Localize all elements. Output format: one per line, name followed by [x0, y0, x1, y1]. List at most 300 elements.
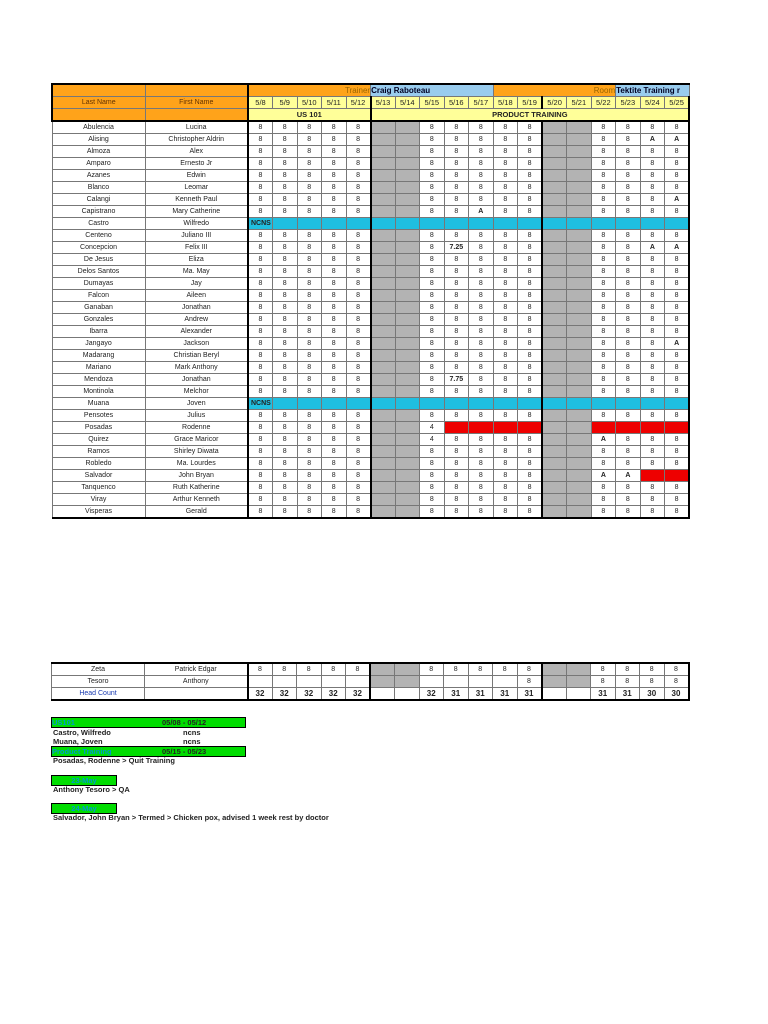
hours-cell: 8	[469, 470, 494, 482]
hours-cell	[567, 302, 592, 314]
trainer-name: Craig Raboteau	[371, 84, 494, 97]
head-count-cell	[370, 688, 395, 701]
hours-cell: 8	[616, 230, 641, 242]
hours-cell: 8	[665, 350, 690, 362]
hours-cell	[542, 422, 567, 434]
hours-cell: 8	[346, 362, 371, 374]
hours-cell: 8	[444, 482, 469, 494]
hours-cell: 8	[591, 663, 616, 676]
last-name-cell: Viray	[52, 494, 145, 506]
hours-cell	[395, 446, 420, 458]
hours-cell: 8	[665, 482, 690, 494]
head-count-cell: 32	[419, 688, 444, 701]
hours-cell: 8	[665, 494, 690, 506]
hours-cell: 8	[322, 266, 347, 278]
hours-cell: 8	[297, 121, 322, 134]
hours-cell: 8	[346, 482, 371, 494]
hours-cell: 8	[248, 266, 273, 278]
hours-cell	[395, 410, 420, 422]
hours-cell: 8	[518, 146, 543, 158]
hours-cell	[567, 206, 592, 218]
hours-cell	[395, 470, 420, 482]
hours-cell: 8	[518, 266, 543, 278]
head-count-cell: 32	[272, 688, 297, 701]
last-name-cell: Calangi	[52, 194, 145, 206]
hours-cell: 8	[518, 278, 543, 290]
ncns-cell	[469, 398, 494, 410]
header-blank	[52, 84, 145, 97]
table-row	[52, 434, 689, 446]
hours-cell: 8	[273, 422, 298, 434]
ncns-cell	[346, 218, 371, 230]
first-name-cell: Wilfredo	[145, 218, 248, 230]
hours-cell: 8	[518, 338, 543, 350]
hours-cell: 8	[665, 254, 690, 266]
table-row	[52, 362, 689, 374]
hours-cell	[371, 482, 396, 494]
hours-cell	[395, 170, 420, 182]
date-header: 5/14	[395, 97, 420, 109]
hours-cell	[444, 422, 469, 434]
head-count-cell: 32	[248, 688, 273, 701]
ncns-cell	[665, 218, 690, 230]
last-name-cell: Jangayo	[52, 338, 145, 350]
hours-cell: 8	[665, 121, 690, 134]
hours-cell	[371, 422, 396, 434]
hours-cell: 8	[591, 170, 616, 182]
hours-cell: 8	[322, 158, 347, 170]
hours-cell: 8	[591, 302, 616, 314]
hours-cell	[567, 386, 592, 398]
hours-cell: 8	[273, 470, 298, 482]
ncns-cell	[591, 398, 616, 410]
hours-cell: 8	[273, 230, 298, 242]
hours-cell	[567, 194, 592, 206]
last-name-cell: Pensotes	[52, 410, 145, 422]
hours-cell: 8	[518, 134, 543, 146]
hours-cell: 8	[518, 314, 543, 326]
hours-cell: 8	[273, 302, 298, 314]
hours-cell: 8	[444, 182, 469, 194]
hours-cell: 8	[616, 446, 641, 458]
table-row	[52, 410, 689, 422]
hours-cell: 8	[518, 386, 543, 398]
table-row	[52, 422, 689, 434]
last-name-cell: Tesoro	[52, 676, 145, 688]
hours-cell: 8	[420, 350, 445, 362]
hours-cell: 8	[616, 482, 641, 494]
ncns-cell	[518, 398, 543, 410]
last-name-cell: Alising	[52, 134, 145, 146]
hours-cell: 8	[248, 326, 273, 338]
hours-cell: 8	[493, 134, 518, 146]
hours-cell	[493, 676, 518, 688]
first-name-cell: Melchor	[145, 386, 248, 398]
ncns-cell	[518, 218, 543, 230]
date-header: 5/24	[640, 97, 665, 109]
hours-cell: 8	[322, 134, 347, 146]
hours-cell: 8	[322, 206, 347, 218]
hours-cell: 8	[297, 350, 322, 362]
date-header: 5/17	[469, 97, 494, 109]
hours-cell	[567, 470, 592, 482]
hours-cell: 8	[665, 266, 690, 278]
hours-cell: 8	[591, 350, 616, 362]
hours-cell: 8	[444, 362, 469, 374]
hours-cell: 8	[640, 146, 665, 158]
last-name-cell: Concepcion	[52, 242, 145, 254]
first-name-cell: Shirley Diwata	[145, 446, 248, 458]
hours-cell	[371, 338, 396, 350]
ncns-cell	[322, 398, 347, 410]
hours-cell: 8	[420, 121, 445, 134]
ncns-cell	[322, 218, 347, 230]
hours-cell: 8	[297, 386, 322, 398]
hours-cell: 8	[616, 350, 641, 362]
hours-cell: 8	[273, 158, 298, 170]
course-blank	[52, 109, 145, 122]
hours-cell	[371, 494, 396, 506]
hours-cell: 8	[616, 302, 641, 314]
hours-cell: 8	[665, 386, 690, 398]
hours-cell: 8	[640, 206, 665, 218]
hours-cell: 8	[322, 314, 347, 326]
hours-cell: 8	[346, 158, 371, 170]
hours-cell: 8	[248, 338, 273, 350]
hours-cell: 8	[322, 482, 347, 494]
last-name-cell: Abulencia	[52, 121, 145, 134]
hours-cell: 8	[273, 494, 298, 506]
hours-cell	[371, 242, 396, 254]
hours-cell: 8	[297, 158, 322, 170]
hours-cell: 8	[248, 242, 273, 254]
hours-cell: 8	[346, 386, 371, 398]
hours-cell: 8	[322, 374, 347, 386]
bar-label: US101	[52, 718, 75, 727]
hours-cell: A	[665, 194, 690, 206]
hours-cell	[567, 278, 592, 290]
date-header: 5/25	[665, 97, 690, 109]
hours-cell: 8	[346, 170, 371, 182]
hours-cell: 8	[273, 194, 298, 206]
hours-cell: 8	[420, 146, 445, 158]
first-name-cell: Julius	[145, 410, 248, 422]
ncns-cell	[371, 218, 396, 230]
hours-cell: 8	[444, 278, 469, 290]
hours-cell	[567, 230, 592, 242]
table-row	[52, 663, 689, 676]
first-name-cell: Jonathan	[145, 374, 248, 386]
ncns-cell	[444, 398, 469, 410]
hours-cell: 8	[591, 482, 616, 494]
hours-cell: 8	[322, 290, 347, 302]
hours-cell: 8	[444, 386, 469, 398]
hours-cell: 8	[297, 506, 322, 519]
ncns-cell	[346, 398, 371, 410]
hours-cell	[567, 326, 592, 338]
hours-cell	[272, 676, 297, 688]
date-header: 5/15	[420, 97, 445, 109]
hours-cell	[371, 266, 396, 278]
last-name-cell: Ganaban	[52, 302, 145, 314]
table-row	[52, 350, 689, 362]
hours-cell: 8	[273, 254, 298, 266]
first-name-cell: Felix III	[145, 242, 248, 254]
hours-cell: 8	[616, 206, 641, 218]
hours-cell: 8	[444, 410, 469, 422]
ncns-cell	[371, 398, 396, 410]
hours-cell	[591, 422, 616, 434]
last-name-cell: Azanes	[52, 170, 145, 182]
hours-cell: 8	[322, 410, 347, 422]
hours-cell: 8	[346, 374, 371, 386]
hours-cell: 8	[248, 206, 273, 218]
first-name-cell: Christian Beryl	[145, 350, 248, 362]
hours-cell: 8	[273, 266, 298, 278]
hours-cell: 8	[591, 374, 616, 386]
hours-cell: 8	[444, 338, 469, 350]
hours-cell	[371, 121, 396, 134]
hours-cell	[395, 362, 420, 374]
hours-cell: 8	[493, 458, 518, 470]
last-name-cell: Capistrano	[52, 206, 145, 218]
hours-cell: 8	[518, 434, 543, 446]
hours-cell	[542, 350, 567, 362]
hours-cell	[395, 458, 420, 470]
last-name-cell: Gonzales	[52, 314, 145, 326]
hours-cell: 8	[493, 494, 518, 506]
hours-cell: 8	[640, 362, 665, 374]
hours-cell: 8	[493, 446, 518, 458]
hours-cell	[371, 506, 396, 519]
hours-cell	[567, 350, 592, 362]
hours-cell: 8	[273, 146, 298, 158]
hours-cell: 8	[248, 134, 273, 146]
hours-cell	[444, 676, 469, 688]
head-count-blank	[145, 688, 248, 701]
hours-cell	[567, 314, 592, 326]
hours-cell	[567, 170, 592, 182]
hours-cell: 8	[322, 242, 347, 254]
bar-dates: 05/15 - 05/23	[162, 747, 207, 756]
hours-cell	[371, 278, 396, 290]
hours-cell: 8	[346, 314, 371, 326]
ncns-cell	[616, 398, 641, 410]
ncns-cell	[297, 218, 322, 230]
hours-cell: 8	[468, 663, 493, 676]
table-row	[52, 470, 689, 482]
hours-cell: 8	[420, 506, 445, 519]
table-row	[52, 386, 689, 398]
ncns-cell	[273, 218, 298, 230]
date-header: 5/13	[371, 97, 396, 109]
hours-cell	[542, 266, 567, 278]
first-name-cell: Anthony	[145, 676, 248, 688]
hours-cell: 8	[273, 410, 298, 422]
hours-cell: 8	[518, 350, 543, 362]
first-name-cell: Ma. Lourdes	[145, 458, 248, 470]
hours-cell: 8	[248, 434, 273, 446]
hours-cell: 8	[346, 266, 371, 278]
hours-cell	[395, 266, 420, 278]
hours-cell: 8	[493, 254, 518, 266]
hours-cell	[297, 676, 322, 688]
hours-cell: 8	[420, 314, 445, 326]
hours-cell: 7.75	[444, 374, 469, 386]
hours-cell: 8	[420, 266, 445, 278]
hours-cell: 8	[346, 242, 371, 254]
first-name-cell: Aileen	[145, 290, 248, 302]
hours-cell: A	[640, 134, 665, 146]
last-name-cell: Ramos	[52, 446, 145, 458]
hours-cell	[567, 146, 592, 158]
note-castro	[53, 728, 111, 737]
hours-cell: 8	[640, 482, 665, 494]
hours-cell: 8	[297, 482, 322, 494]
last-name-cell: Zeta	[52, 663, 145, 676]
hours-cell: 8	[273, 482, 298, 494]
ncns-cell	[420, 398, 445, 410]
table-row	[52, 266, 689, 278]
hours-cell: 8	[322, 422, 347, 434]
hours-cell: 8	[493, 362, 518, 374]
hours-cell: 8	[420, 446, 445, 458]
hours-cell: 8	[273, 506, 298, 519]
hours-cell	[567, 458, 592, 470]
first-name-header: First Name	[145, 97, 248, 109]
hours-cell: 8	[469, 278, 494, 290]
ncns-cell	[493, 218, 518, 230]
hours-cell	[395, 338, 420, 350]
hours-cell: 8	[616, 242, 641, 254]
hours-cell	[542, 121, 567, 134]
hours-cell: 8	[248, 158, 273, 170]
hours-cell: 8	[469, 362, 494, 374]
hours-cell: 8	[444, 446, 469, 458]
hours-cell: 8	[665, 314, 690, 326]
first-name-cell: Joven	[145, 398, 248, 410]
hours-cell	[542, 676, 567, 688]
hours-cell	[542, 170, 567, 182]
hours-cell: 8	[248, 374, 273, 386]
hours-cell	[542, 446, 567, 458]
table-row	[52, 206, 689, 218]
table-row	[52, 290, 689, 302]
hours-cell: 8	[518, 326, 543, 338]
hours-cell	[395, 506, 420, 519]
last-name-cell: Muana	[52, 398, 145, 410]
hours-cell	[395, 326, 420, 338]
last-name-cell: Delos Santos	[52, 266, 145, 278]
hours-cell: 8	[640, 676, 665, 688]
hours-cell: 8	[518, 506, 543, 519]
hours-cell	[371, 206, 396, 218]
table-row	[52, 326, 689, 338]
hours-cell	[371, 302, 396, 314]
hours-cell	[395, 146, 420, 158]
hours-cell: 8	[640, 326, 665, 338]
date-header: 5/21	[567, 97, 592, 109]
hours-cell: 8	[322, 350, 347, 362]
hours-cell: 8	[640, 494, 665, 506]
hours-cell: 8	[640, 386, 665, 398]
hours-cell	[371, 350, 396, 362]
hours-cell: 8	[665, 290, 690, 302]
hours-cell: 8	[297, 338, 322, 350]
hours-cell: 8	[420, 326, 445, 338]
hours-cell: 8	[420, 302, 445, 314]
hours-cell: 8	[297, 230, 322, 242]
hours-cell: 8	[591, 242, 616, 254]
hours-cell: 8	[346, 350, 371, 362]
hours-cell	[567, 290, 592, 302]
hours-cell: 8	[591, 254, 616, 266]
first-name-cell: Jackson	[145, 338, 248, 350]
last-name-cell: Salvador	[52, 470, 145, 482]
hours-cell: 8	[665, 158, 690, 170]
hours-cell: 8	[346, 278, 371, 290]
hours-cell: 8	[616, 314, 641, 326]
hours-cell: 8	[469, 302, 494, 314]
hours-cell: 8	[297, 194, 322, 206]
hours-cell	[567, 494, 592, 506]
hours-cell: 8	[591, 182, 616, 194]
hours-cell	[395, 386, 420, 398]
table-row	[52, 218, 689, 230]
hours-cell	[395, 230, 420, 242]
hours-cell: 8	[665, 278, 690, 290]
lower-table	[51, 662, 690, 701]
table-row	[52, 446, 689, 458]
hours-cell	[567, 422, 592, 434]
hours-cell	[567, 506, 592, 519]
hours-cell	[542, 338, 567, 350]
hours-cell: 8	[493, 146, 518, 158]
hours-cell	[542, 434, 567, 446]
head-count-cell	[395, 688, 420, 701]
hours-cell	[567, 446, 592, 458]
hours-cell	[371, 386, 396, 398]
hours-cell: 8	[346, 410, 371, 422]
hours-cell: 8	[640, 302, 665, 314]
hours-cell: 8	[321, 663, 346, 676]
hours-cell: A	[469, 206, 494, 218]
hours-cell: 8	[322, 470, 347, 482]
table-row	[52, 170, 689, 182]
hours-cell: 8	[493, 302, 518, 314]
hours-cell: 8	[297, 434, 322, 446]
hours-cell: 8	[444, 121, 469, 134]
hours-cell: 8	[444, 146, 469, 158]
hours-cell: 8	[469, 182, 494, 194]
last-name-header: Last Name	[52, 97, 145, 109]
hours-cell: 8	[346, 134, 371, 146]
hours-cell: 8	[640, 278, 665, 290]
hours-cell: 8	[322, 278, 347, 290]
hours-cell: 8	[665, 146, 690, 158]
hours-cell	[567, 254, 592, 266]
hours-cell: 8	[640, 374, 665, 386]
hours-cell	[395, 278, 420, 290]
hours-cell: 8	[322, 121, 347, 134]
last-name-cell: Blanco	[52, 182, 145, 194]
first-name-cell: Christopher Aldrin	[145, 134, 248, 146]
last-name-cell: Castro	[52, 218, 145, 230]
hours-cell: 8	[248, 482, 273, 494]
hours-cell	[395, 206, 420, 218]
hours-cell	[395, 434, 420, 446]
hours-cell: 8	[518, 158, 543, 170]
